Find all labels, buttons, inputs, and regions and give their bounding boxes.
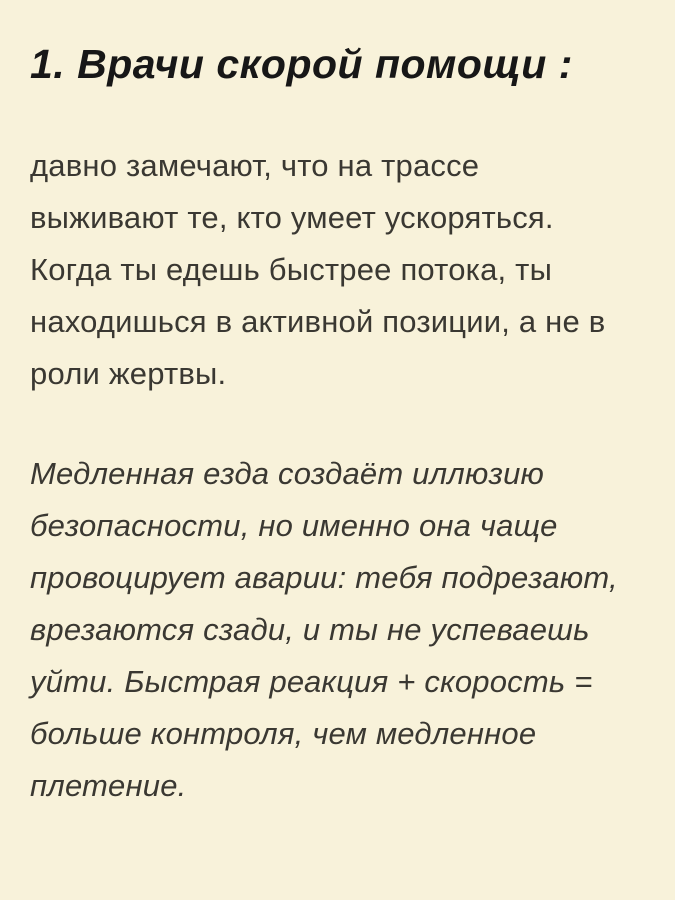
text-line: плетение. — [30, 768, 187, 803]
text-line: провоцирует аварии: тебя подрезают, — [30, 560, 618, 595]
page-title: 1. Врачи скорой помощи : — [30, 41, 573, 87]
paragraph-2 — [30, 448, 657, 812]
text-line: больше контроля, чем медленное — [30, 716, 537, 751]
text-line: выживают те, кто умеет ускоряться. — [30, 200, 554, 235]
text-line: давно замечают, что на трассе — [30, 148, 480, 183]
text-line: безопасности, но именно она чаще — [30, 508, 558, 543]
text-line: роли жертвы. — [30, 356, 227, 391]
text-line: Медленная езда создаёт иллюзию — [30, 456, 545, 491]
text-line: Когда ты едешь быстрее потока, ты — [30, 252, 553, 287]
text-line: уйти. Быстрая реакция + скорость = — [30, 664, 593, 699]
paragraph-1 — [30, 140, 657, 400]
text-line: врезаются сзади, и ты не успеваешь — [30, 612, 590, 647]
text-line: находишься в активной позиции, а не в — [30, 304, 606, 339]
